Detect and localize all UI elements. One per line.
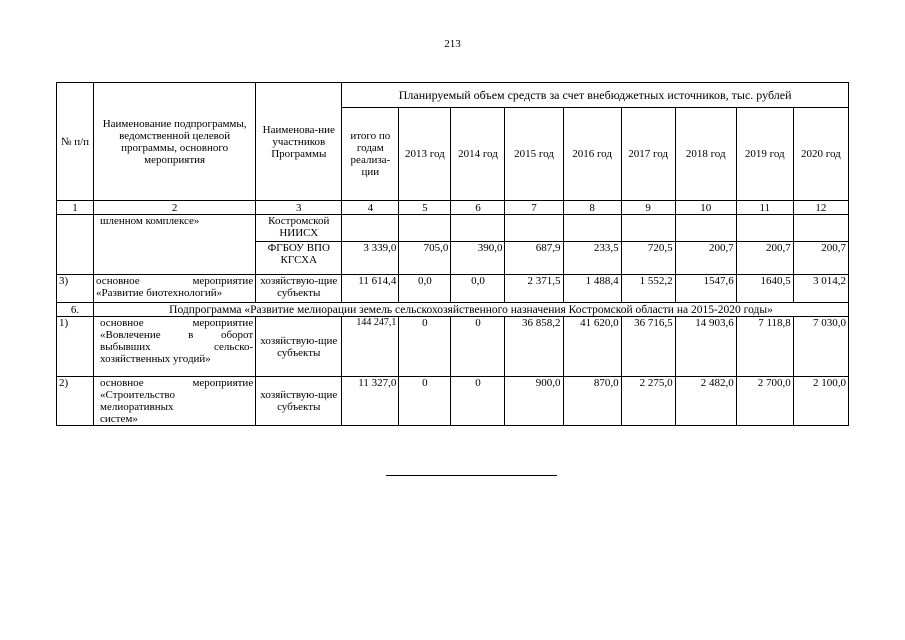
empty-cell: [399, 215, 451, 242]
row-name-line: основное мероприятие: [100, 377, 254, 389]
header-year: 2018 год: [675, 108, 736, 201]
header-year: 2019 год: [736, 108, 793, 201]
row-participant: Костромской НИИСХ: [256, 215, 342, 242]
row-name-line: выбывших сельско-: [100, 341, 254, 353]
header-funding-group: Планируемый объем средств за счет внебюджетных источников, тыс. рублей: [342, 83, 849, 108]
header-num: № п/п: [57, 83, 94, 201]
column-number: 11: [736, 201, 793, 215]
row-value: 1640,5: [736, 275, 793, 303]
column-number: 6: [451, 201, 505, 215]
row-value: 233,5: [563, 242, 621, 275]
column-number: 9: [621, 201, 675, 215]
row-num: 2): [57, 377, 94, 426]
row-name-line: «Развитие биотехнологий»: [96, 287, 223, 299]
row-value: 200,7: [675, 242, 736, 275]
row-value: 900,0: [505, 377, 563, 426]
row-value: 2 100,0: [793, 377, 848, 426]
row-participant: хозяйствую-щие субъекты: [256, 275, 342, 303]
row-participant: хозяйствую-щие субъекты: [256, 317, 342, 377]
header-year: 2017 год: [621, 108, 675, 201]
row-name-line: «Вовлечение в оборот: [100, 329, 254, 341]
row-name-line: основное мероприятие: [100, 317, 254, 329]
row-value: 0: [451, 317, 505, 377]
header-participants: Наименова-ние участников Программы: [256, 83, 342, 201]
table-row: [57, 317, 849, 377]
row-value: 11 614,4: [342, 275, 399, 303]
empty-cell: [563, 215, 621, 242]
column-number: 1: [57, 201, 94, 215]
row-value: 390,0: [451, 242, 505, 275]
table-row: [57, 275, 849, 303]
header-name: Наименование подпрограммы, ведомственной целевой программы, основного мероприятия: [94, 83, 256, 201]
empty-cell: [342, 215, 399, 242]
column-number: 7: [505, 201, 563, 215]
budget-table: [56, 82, 849, 426]
footer-rule: [386, 475, 557, 476]
header-year: 2015 год: [505, 108, 563, 201]
row-value: 3 014,2: [793, 275, 848, 303]
column-number: 5: [399, 201, 451, 215]
row-value: 200,7: [736, 242, 793, 275]
row-value: 0,0: [451, 275, 505, 303]
row-participant: хозяйствую-щие субъекты: [256, 377, 342, 426]
row-value: 0,0: [399, 275, 451, 303]
row-value: 7 030,0: [793, 317, 848, 377]
row-value: 36 716,5: [621, 317, 675, 377]
row-value: 36 858,2: [505, 317, 563, 377]
column-number: 2: [94, 201, 256, 215]
header-year: 2016 год: [563, 108, 621, 201]
row-participant: ФГБОУ ВПО КГСХА: [256, 242, 342, 275]
empty-cell: [505, 215, 563, 242]
row-value: 1547,6: [675, 275, 736, 303]
row-value: 200,7: [793, 242, 848, 275]
empty-cell: [451, 215, 505, 242]
row-value: 2 482,0: [675, 377, 736, 426]
table-row: [57, 215, 849, 242]
page-number: 213: [444, 38, 461, 50]
row-num: 3): [57, 275, 94, 303]
row-value: 0: [399, 377, 451, 426]
row-value: 144 247,1: [342, 317, 399, 377]
row-value: 0: [451, 377, 505, 426]
row-value: 2 371,5: [505, 275, 563, 303]
row-value: 14 903,6: [675, 317, 736, 377]
section-row: [57, 303, 849, 317]
header-year: 2013 год: [399, 108, 451, 201]
empty-cell: [675, 215, 736, 242]
row-value: 870,0: [563, 377, 621, 426]
column-number: 12: [793, 201, 848, 215]
header-total: итого по годам реализа-ции: [342, 108, 399, 201]
row-name-line: «Строительство мелиоративных систем»: [100, 389, 176, 425]
column-number-row: [57, 201, 849, 215]
row-value: 705,0: [399, 242, 451, 275]
row-name: шленном комплексе»: [94, 215, 256, 275]
row-num: 6.: [57, 303, 94, 317]
row-name: [94, 317, 256, 377]
section-title: Подпрограмма «Развитие мелиорации земель сельскохозяйственного назначения Костромской области на 2015-2020 годы»: [94, 303, 849, 317]
row-name-line: хозяйственных угодий»: [100, 353, 211, 365]
row-num: 1): [57, 317, 94, 377]
row-name-line: основное мероприятие: [96, 275, 254, 287]
header-year: 2014 год: [451, 108, 505, 201]
row-value: 2 275,0: [621, 377, 675, 426]
row-value: 2 700,0: [736, 377, 793, 426]
column-number: 4: [342, 201, 399, 215]
row-value: 1 552,2: [621, 275, 675, 303]
empty-cell: [621, 215, 675, 242]
row-value: 0: [399, 317, 451, 377]
empty-cell: [736, 215, 793, 242]
row-value: 3 339,0: [342, 242, 399, 275]
header-year: 2020 год: [793, 108, 848, 201]
row-value: 1 488,4: [563, 275, 621, 303]
row-value: 41 620,0: [563, 317, 621, 377]
row-name: [94, 275, 256, 303]
column-number: 3: [256, 201, 342, 215]
row-num: [57, 215, 94, 275]
row-name: [94, 377, 256, 426]
empty-cell: [793, 215, 848, 242]
row-value: 7 118,8: [736, 317, 793, 377]
row-value: 720,5: [621, 242, 675, 275]
table-row: [57, 377, 849, 426]
row-value: 687,9: [505, 242, 563, 275]
column-number: 10: [675, 201, 736, 215]
row-value: 11 327,0: [342, 377, 399, 426]
column-number: 8: [563, 201, 621, 215]
